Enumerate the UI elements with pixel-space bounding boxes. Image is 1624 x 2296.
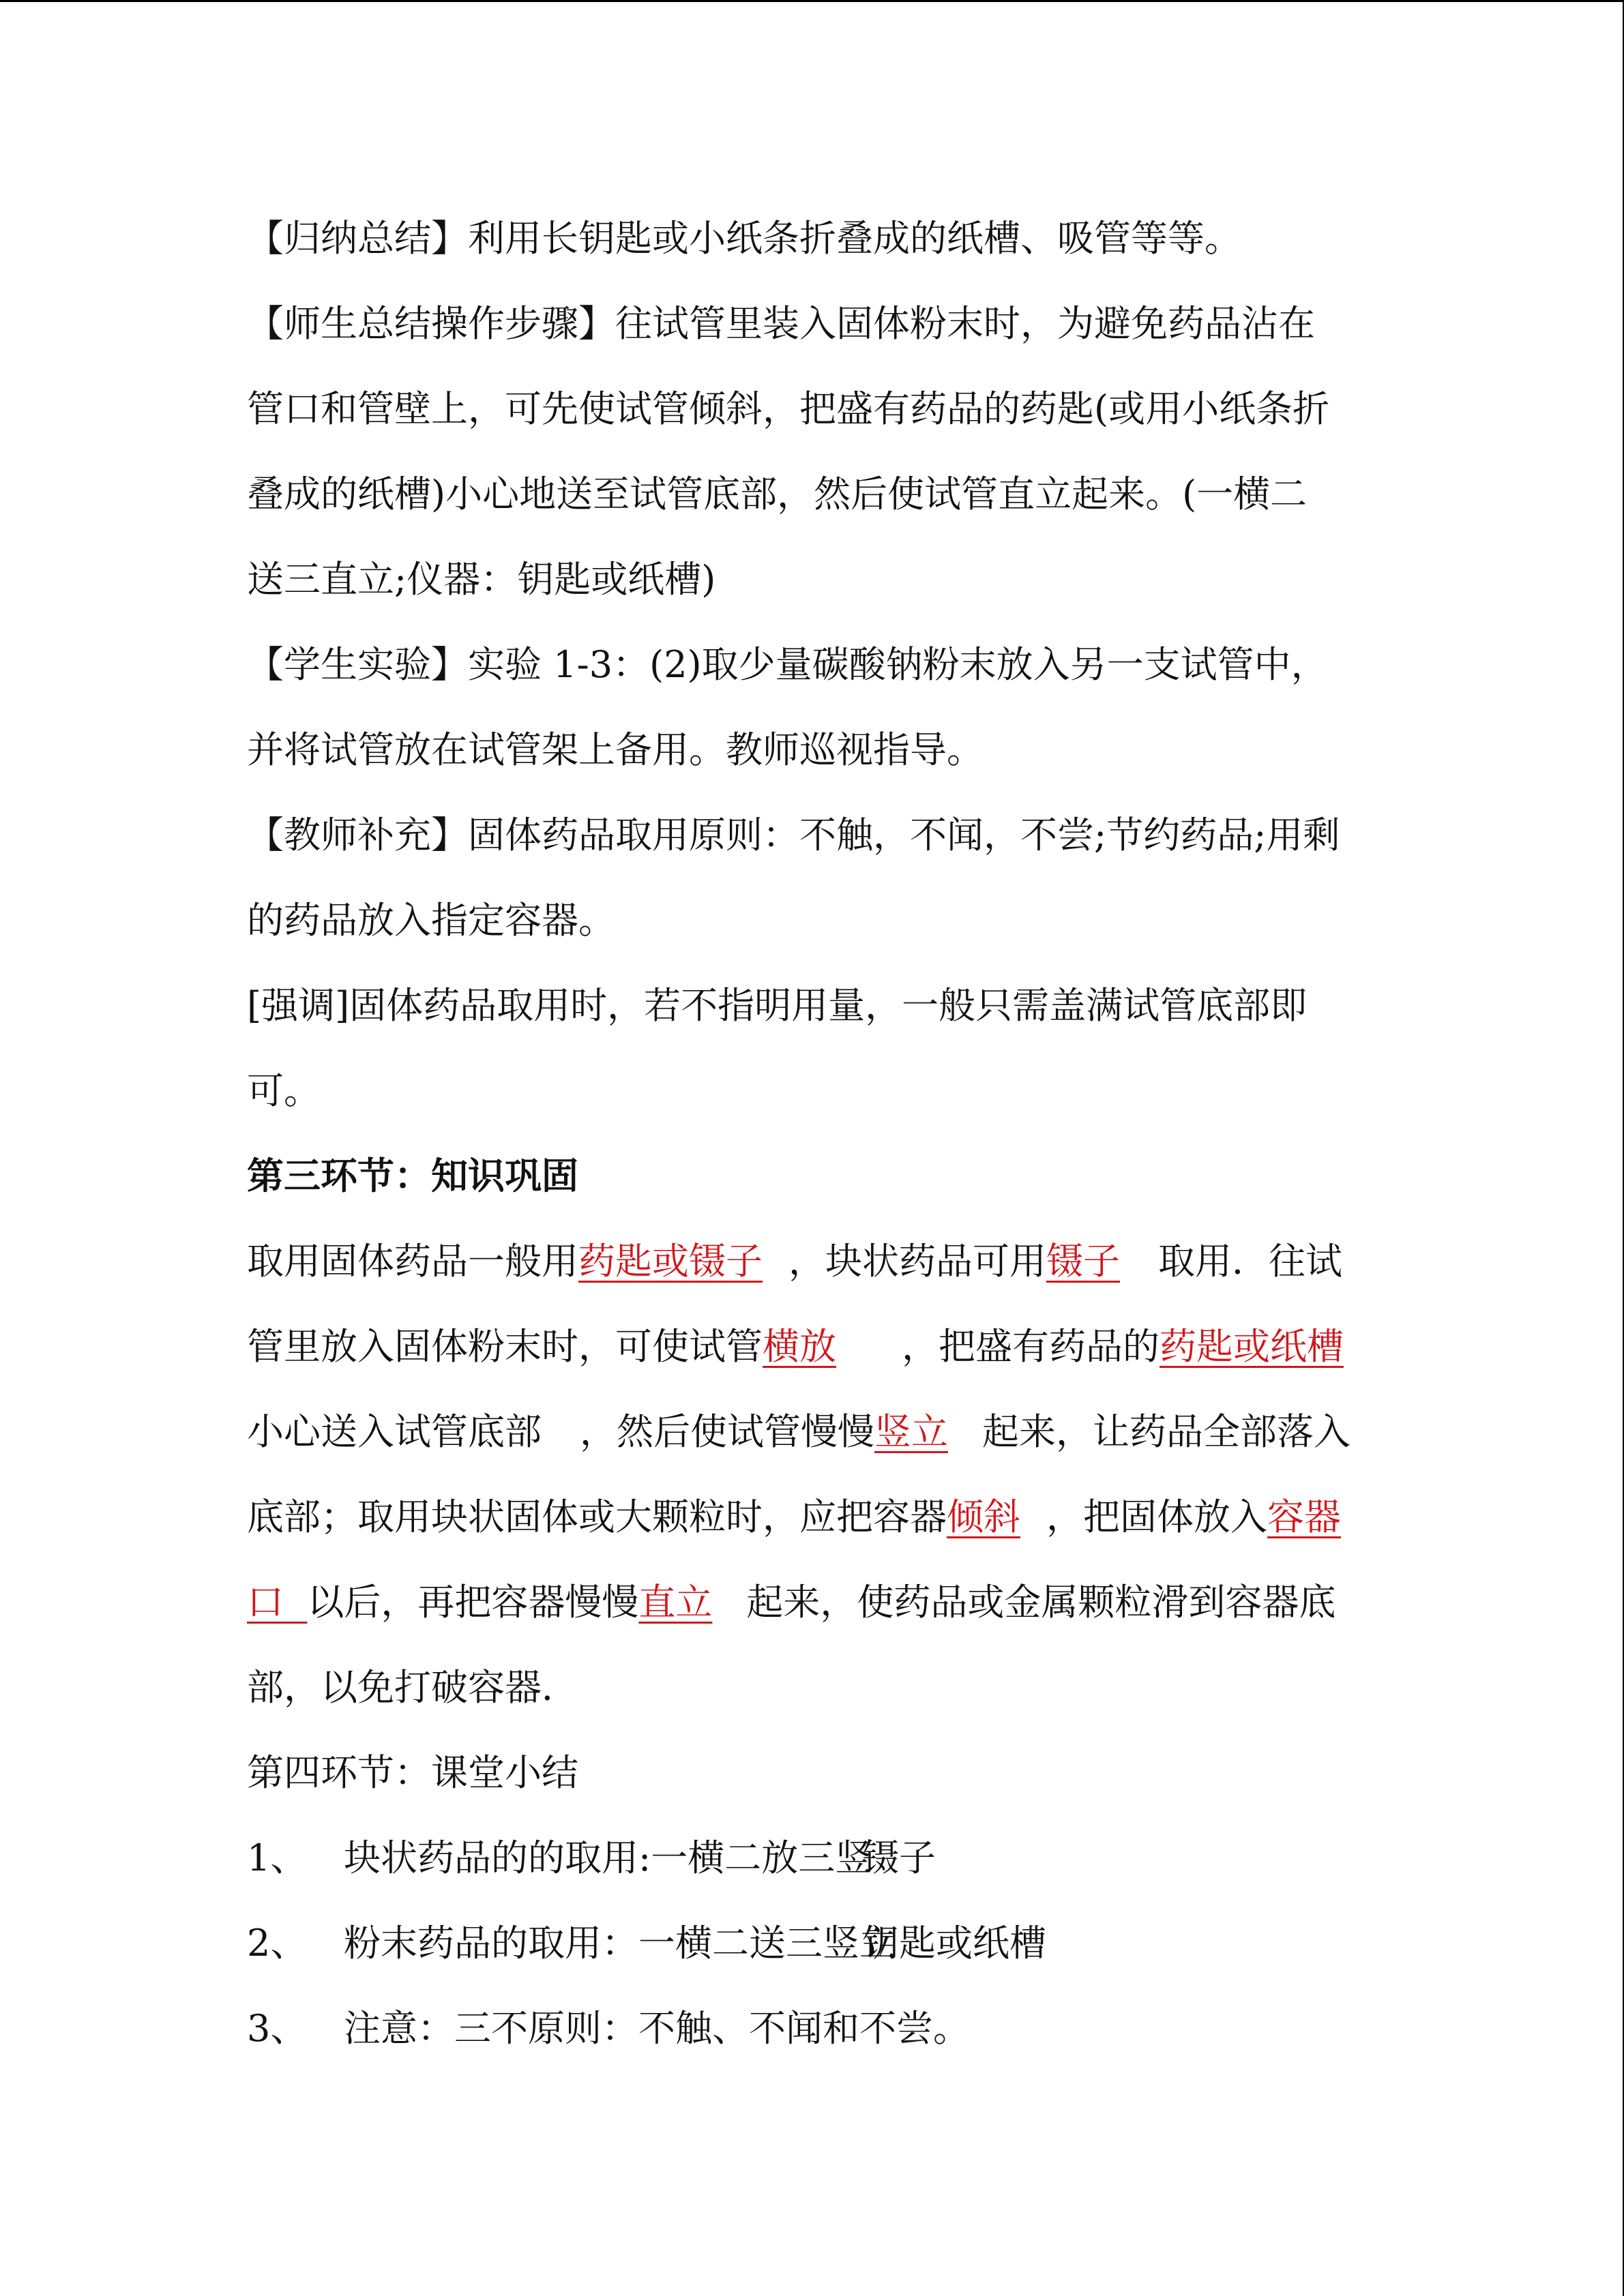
- text-segment: 取用固体药品一般用: [247, 1240, 578, 1283]
- summary-paragraph: 【归纳总结】利用长钥匙或小纸条折叠成的纸槽、吸管等等。: [247, 217, 1241, 260]
- section-3-heading: 第三环节：知识巩固: [247, 1154, 578, 1197]
- section-4-heading: 第四环节：课堂小结: [247, 1751, 578, 1794]
- list-item-tool: 镊子: [862, 1836, 936, 1879]
- teacher-note-line-1: 【教师补充】固体药品取用原则：不触，不闻，不尝;节约药品;用剩: [247, 814, 1340, 856]
- list-item-tool: 钥匙或纸槽: [862, 1922, 1046, 1965]
- list-item-text: 粉末药品的取用：一横二送三竖立: [344, 1922, 896, 1965]
- summary-list-item-1: [247, 1815, 1379, 1900]
- steps-paragraph-line-4: 送三直立;仪器：钥匙或纸槽): [247, 558, 716, 601]
- answer-blank: 直立: [638, 1581, 713, 1624]
- page-top-border: [0, 0, 1624, 2]
- summary-list-item-3: [247, 1986, 1379, 2071]
- list-item-text: 注意：三不原则：不触、不闻和不尝。: [344, 2007, 970, 2050]
- answer-blank: 镊子: [1046, 1240, 1120, 1283]
- experiment-paragraph-line-2: 并将试管放在试管架上备用。教师巡视指导。: [247, 728, 984, 771]
- document-body: [247, 196, 1379, 2071]
- text-segment: ，然后使试管慢慢: [580, 1410, 874, 1453]
- steps-paragraph-line-3: 叠成的纸槽)小心地送至试管底部，然后使试管直立起来。(一横二: [247, 473, 1308, 516]
- answer-blank: 药匙或镊子: [578, 1240, 763, 1283]
- answer-blank: 倾斜: [947, 1495, 1020, 1538]
- emphasis-line-2: 可。: [247, 1069, 321, 1112]
- fill-blank-line-1: [247, 1219, 1379, 1304]
- emphasis-line-1: [强调]固体药品取用时，若不指明用量，一般只需盖满试管底部即: [247, 984, 1308, 1027]
- fill-blank-line-2: [247, 1304, 1379, 1389]
- text-segment: ，把固体放入: [1046, 1495, 1267, 1538]
- answer-blank: 横放: [763, 1325, 836, 1368]
- answer-blank: 药匙或纸槽: [1160, 1325, 1344, 1368]
- list-item-text: 块状药品的的取用:一横二放三竖: [344, 1836, 872, 1879]
- text-segment: 管里放入固体粉末时，可使试管: [247, 1325, 763, 1368]
- fill-blank-line-5: [247, 1560, 1379, 1645]
- fill-blank-line-6: 部，以免打破容器．: [247, 1666, 578, 1709]
- steps-paragraph-line-2: 管口和管壁上，可先使试管倾斜，把盛有药品的药匙(或用小纸条折: [247, 387, 1330, 430]
- answer-blank: 口: [247, 1581, 284, 1624]
- experiment-paragraph-line-1: 【学生实验】实验 1-3：(2)取少量碳酸钠粉末放入另一支试管中，: [247, 643, 1328, 686]
- text-segment: 底部；取用块状固体或大颗粒时，应把容器: [247, 1495, 947, 1538]
- list-number: 3、: [247, 2007, 308, 2050]
- answer-blank: 竖立: [874, 1410, 948, 1453]
- fill-blank-line-4: [247, 1474, 1379, 1560]
- text-segment: 以后，再把容器慢慢: [307, 1581, 639, 1624]
- text-segment: 取用．往试: [1158, 1240, 1342, 1283]
- list-number: 2、: [247, 1922, 308, 1965]
- answer-blank: 容器: [1267, 1495, 1341, 1538]
- summary-list-item-2: [247, 1900, 1379, 1986]
- text-segment: ，块状药品可用: [788, 1240, 1046, 1283]
- text-segment: 小心送入试管底部: [247, 1410, 542, 1453]
- text-segment: ，把盛有药品的: [902, 1325, 1160, 1368]
- text-segment: 起来，使药品或金属颗粒滑到容器底: [746, 1581, 1336, 1624]
- list-number: 1、: [247, 1836, 308, 1879]
- answer-blank-underline-padding: [284, 1581, 307, 1624]
- text-segment: 起来，让药品全部落入: [982, 1410, 1350, 1453]
- fill-blank-line-3: [247, 1389, 1379, 1474]
- steps-paragraph-line-1: 【师生总结操作步骤】往试管里装入固体粉末时，为避免药品沾在: [247, 302, 1315, 345]
- teacher-note-line-2: 的药品放入指定容器。: [247, 899, 615, 942]
